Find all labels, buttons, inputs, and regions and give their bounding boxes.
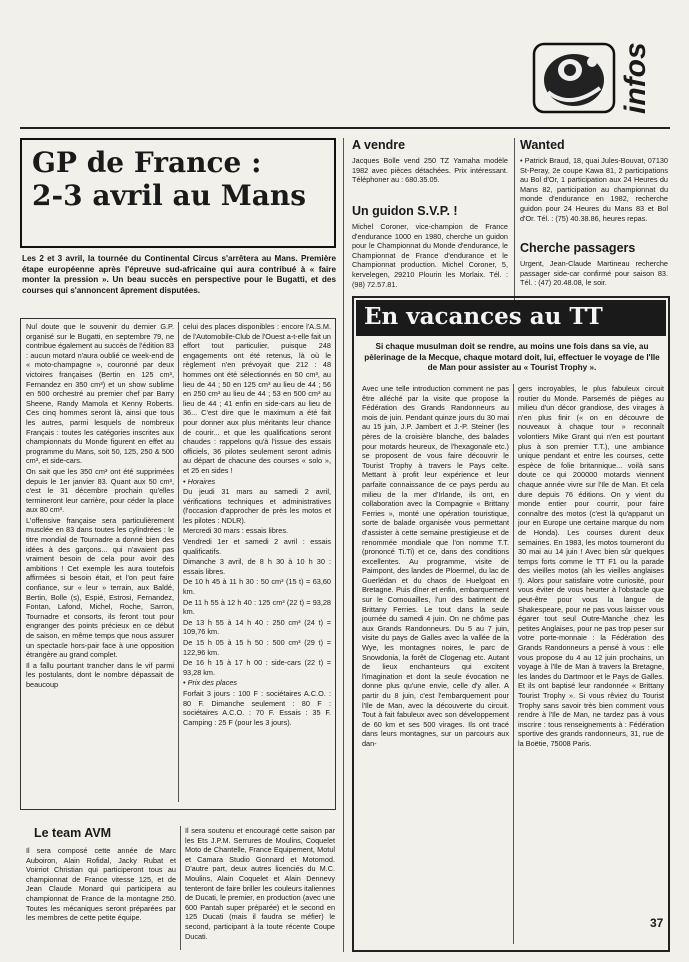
tt-title-banner: [356, 300, 666, 336]
gp-title-box: [20, 138, 336, 248]
passagers-text: Urgent, Jean-Claude Martineau recherche passager side-car confirmé pour saison 83. Tél. : (47) 20.48.08, le soir.: [520, 259, 668, 288]
avm-col2: Il sera soutenu et encouragé cette saison par les Ets J.P.M. Serrures de Moulins, Coquelet Moto de Chantelle, France Equipement, Motul et Camara Studio Gonnard et Motomod. D'autre part, deux autres licenciés du M.C. Moulins, Alain Coquelet et Alain Dennevy tenteront de faire briller les couleurs italiennes de Ducati, le premier, en production (avec une 600 Pantah super préparée) et le second en 125 Ducati (mais il faudra se méfier) le second, participant à la toute récente Coupe Ducati.: [185, 826, 335, 941]
gp-title-line1: GP de France :: [32, 146, 262, 179]
guidon-text: Michel Coroner, vice-champion de France d'endurance 1000 en 1980, cherche un guidon pour le Championnat du Monde d'endurance, le Championnat de France d'endurance et le Championnat production. Michel Coroner, 5, kervelegen, 29210 Plourin les Morlaix. Tél. : (98) 72.57.81.: [352, 222, 508, 289]
gp-intro: Les 2 et 3 avril, la tournée du Continental Circus s'arrêtera au Mans. Première étape européenne après l'épreuve sud-africaine qui aura contribué à « faire monter la pression ». Un beau succès en perspective pour le Bugatti, et des courses qui s'annoncent âprement disputées.: [22, 254, 336, 295]
schedule-line: Mercredi 30 mars : essais libres.: [183, 526, 289, 536]
gp-col-divider: [178, 322, 179, 802]
gp-col2: [183, 322, 331, 728]
page-number: 37: [650, 916, 664, 930]
schedule-line: Vendredi 1er et samedi 2 avril : essais qualificatifs.: [183, 537, 331, 556]
wanted-heading: Wanted: [520, 138, 565, 152]
classifieds-divider: [514, 138, 515, 308]
schedule-line: De 13 h 55 à 14 h 40 : 250 cm³ (24 t) = 109,76 km.: [183, 617, 331, 637]
gp-col2-para: celui des places disponibles : encore l'A.S.M. de l'Automobile-Club de l'Ouest a-t-elle fait un effort tout particulier, puisque 248 engagements ont été retenus, là où le règlement n'en prévoyait que 212 : 48 hommes ont été sélectionnés en 50 cm³, au lieu de 44 ; 50 en 125 cm³ au lieu de 44 ; 56 en 250 cm³ au lieu de 44 ; 53 en 500 cm³ au lieu de 44 ; 41 enfin en side-cars au lieu de 36... C'est dire que le maximum a été fait pour donner aux plus méritants leur chance de courir... et que les qualifications seront chaudes : rappelons qu'à l'issue des essais officiels, 36 pilotes seulement seront admis au départ de chacune des courses « solo », et 25 en sides !: [183, 322, 331, 475]
schedule-line: De 11 h 55 à 12 h 40 : 125 cm³ (22 t) = 93,28 km.: [183, 597, 331, 617]
avm-heading: Le team AVM: [34, 826, 112, 840]
schedule-line: Dimanche 3 avril, de 8 h 30 à 10 h 30 : essais libres.: [183, 557, 331, 576]
horaires-heading: • Horaires: [183, 476, 216, 486]
tt-col-divider: [513, 384, 514, 944]
schedule-line: De 15 h 05 à 15 h 50 : 500 cm³ (29 t) = 122,96 km.: [183, 638, 331, 657]
horaires-text: Du jeudi 31 mars au samedi 2 avril, vérifications techniques et administratives (l'occasion d'approcher de près les motos et les pilotes : NDLR).: [183, 487, 331, 525]
center-divider: [343, 138, 344, 952]
wanted-text: • Patrick Braud, 18, quai Jules-Bouvat, 07130 St-Peray, 2e coupe Kawa 81, 2 participations au Bol d'Or, 1 participation aux 24 Heures du Mans 82, participation au championnat du monde d'endurance en 1982, recherche guidon pour 24 Heures du Mans 83 et Bol d'Or. Tél. : (75) 40.38.86, heures repas.: [520, 156, 668, 223]
avm-col-divider: [180, 826, 181, 950]
tt-col1: Avec une telle introduction comment ne pas être alléché par la visite que propose la Fédération des Grands Randonneurs au mois de juin. Pendant quinze jours du 30 mai au 15 juin, J.P. Jambert et J.-P. Steiner (les pères de la croisière blanche, des balades pour motards heureux, de l'hexagonale etc.) se proposent de vous faire découvrir le Tourist Trophy à travers le Pays celte. Mettant à profit leur expérience et leur parfaite connaissance de ce pays perdu au milieu de la mer d'Irlande, ils ont, en collaboration avec la Compagnie « Brittany Ferries », monté une opération touristique, sorte de balade organisée vous permettant d'assister à cette semaine prestigieuse et de renommée mondiale que l'on nomme T.T. (prononcé Ti.Ti) et ce, dans des conditions excellentes. Au programme, visite de Paimpont, des landes de Ploermel, du lac de Guerlédan et du chaos de Huelgoat en Bretagne. Puis dîner et enfin, embarquement sur le Cornouailles, l'un des batiment de Brittany Ferries. Le tout dans la seule journée du samedi 4 juin. On ne chôme pas aux Grands Randonneurs. Du 5 au 7 juin, visite du pays de Galles avec la vallée de la Wye, les montagnes noires, le parc de Snowdonia, la forêt de Clogenag etc. Autant de lieux enchanteurs qui excitent l'imagination et dont la seule évocation ne donne plus qu'une envie, celle d'y aller. A partir du 8 juin, c'est l'embarquement pour l'Ile de Man, avec la découverte du circuit. Tout à fait fabuleux avec son développement de 60 km et ses 500 virages. Ils ont tracé dans leurs montagnes, sur un parcours aux dan-: [362, 384, 509, 748]
top-rule: [20, 127, 670, 129]
guidon-heading: Un guidon S.V.P. !: [352, 204, 458, 218]
gp-col1-para: Nul doute que le souvenir du dernier G.P. organisé sur le Bugatti, en septembre 79, ne contribue également au succès de l'édition 83 : aucun motard n'aura oublié ce week-end de « moto-champagne », couronné par deux victoires françaises (Bertin en 125 cm³, Fernandez en 350 cm³) et un show sublime en 500 orchestré au premier chef par Barry Sheene, Randy Mamola et Kenny Roberts. Ces cinq hommes seront là, ainsi que tous les autres, parmi lesquels de nombreux Français : toutes les catégories inscrites aux championnats du Monde figurent en effet au programme du Mans, soit 50, 125, 250 & 500 cm³, et side-cars.: [26, 322, 174, 466]
vendre-heading: A vendre: [352, 138, 406, 152]
gp-col1-para: Il a fallu pourtant trancher dans le vif parmi les postulants, dont le nombre dépassait de beaucoup: [26, 660, 174, 689]
prix-text: Forfait 3 jours : 100 F : sociétaires A.C.O. : 80 F. Dimanche seulement : 80 F : sociétaires A.C.O. : 70 F. Essais : 35 F. Camping : 25 F (pour les 3 jours).: [183, 688, 331, 727]
gp-col1-para: On sait que les 350 cm³ ont été supprimées depuis le 1er janvier 83. Quant aux 50 cm³, c'est le 31 décembre prochain qu'elles termineront leur carrière, pour céder la place aux 80 cm³.: [26, 466, 174, 515]
tt-intro: Si chaque musulman doit se rendre, au moins une fois dans sa vie, au pèlerinage de la Mecque, chaque motard doit, lui, effectuer le voyage de l'Ile de Man pour assister au « Tourist Trophy ».: [364, 342, 660, 372]
infos-logo: [530, 40, 665, 118]
schedule-line: De 10 h 45 à 11 h 30 : 50 cm³ (15 t) = 63,60 km.: [183, 577, 331, 597]
passagers-heading: Cherche passagers: [520, 241, 636, 255]
avm-col1: Il sera composé cette année de Marc Auboiron, Alain Rofidal, Jacky Rubat et Voirriot Christian qui participeront tous au championnat de France vitesse 125, et de Jean Claude Monard qui participera au championnat de France de la montagne 250. Toutes les mécaniques seront préparées par les membres de cette petite équipe.: [26, 846, 176, 923]
tt-title: En vacances au TT: [364, 303, 603, 330]
infos-logo-text: infos: [619, 42, 652, 114]
schedule-line: De 16 h 15 à 17 h 00 : side-cars (22 t) = 93,28 km.: [183, 658, 331, 677]
gp-col1: [26, 322, 174, 691]
tt-col2: gers incroyables, le plus fabuleux circuit routier du Monde. Parsemés de pièges au milieu d'un décor grandiose, des virages à n'en plus finir (« on en découvre de nouveaux à chaque tour » reconnaît volontiers Mike Grant qui n'en est pourtant plus à son premier T.T.), une ambiance unique pendant et entre les courses, cette espèce de folie britannique... voilà sans doute ce qui 200000 motards viennent chaque année vivre sur l'Ile de Man. Et cela dure depuis 76 éditions. On y vient du monde entier pour courrir, pour faire connaître des motos (c'est là qu'apparut un jour en Europe une certaine marque du nom de Honda). Les courses durent deux semaines. En 1983, les motos tourneront du 30 mai au 14 juin ! Avec bien sûr quelques temps forts comme le TT F1 ou la parade des vieilles motos (ah les vieilles anglaises !). Alors pour satisfaire votre curiosité, pour vous éviter de vous heurter à l'obstacle que peut-être pour vous la langue de Shakespeare, pour ne pas vous laisser vous égarer tout seul Outre-Manche chez les petites Anglaises, pour ne pas trop peser sur votre porte-monnaie : la Fédération des Grands Randonneurs a pensé à vous : elle vous propose du 4 au 12 juin prochains, un voyage à l'Ile de Man à travers la Bretagne, les landes du Dartmoor et le Pays de Galles. Et ils ont baptisé leur randonnée « Brittany Tourist Trophy ». Si vous rêviez du Tourist Trophy sans savoir très bien comment vous rendre à l'Ile de Man, ne tardez pas à vous inscrire : tous renseignements à : Fédération sportive des grands randonneurs, 31, rue de la Boëtie, 75008 Paris.: [518, 384, 664, 748]
gp-col1-para: L'offensive française sera particulièrement musclée en 83 dans toutes les cylindrées : le titre mondial de Tournadre a donné bien des idées à des garçons... qui n'avaient pas vraiment besoin de cela pour avoir des ambitions ! Cet exemple les aura toutefois affirmées si besoin était, et l'on peut faire confiance, sur « leur » terrain, aux Baldé, Bertin, Bolle (s), Espié, Estrosi, Fernandez, Fontan, Lafond, Michel, Roche, Sarron, Tournadre et consorts, ils feront tout pour engranger des points précieux en ce début de saison, en même temps que nous assurer un spectacle hors-pair face à une opposition étrangère au grand complet.: [26, 515, 174, 660]
vendre-text: Jacques Bolle vend 250 TZ Yamaha modèle 1982 avec pièces détachées. Prix intéressant. Téléphoner au : 680.35.05.: [352, 156, 508, 185]
gp-title-line2: 2-3 avril au Mans: [32, 179, 307, 212]
prix-heading: • Prix des places: [183, 678, 238, 688]
